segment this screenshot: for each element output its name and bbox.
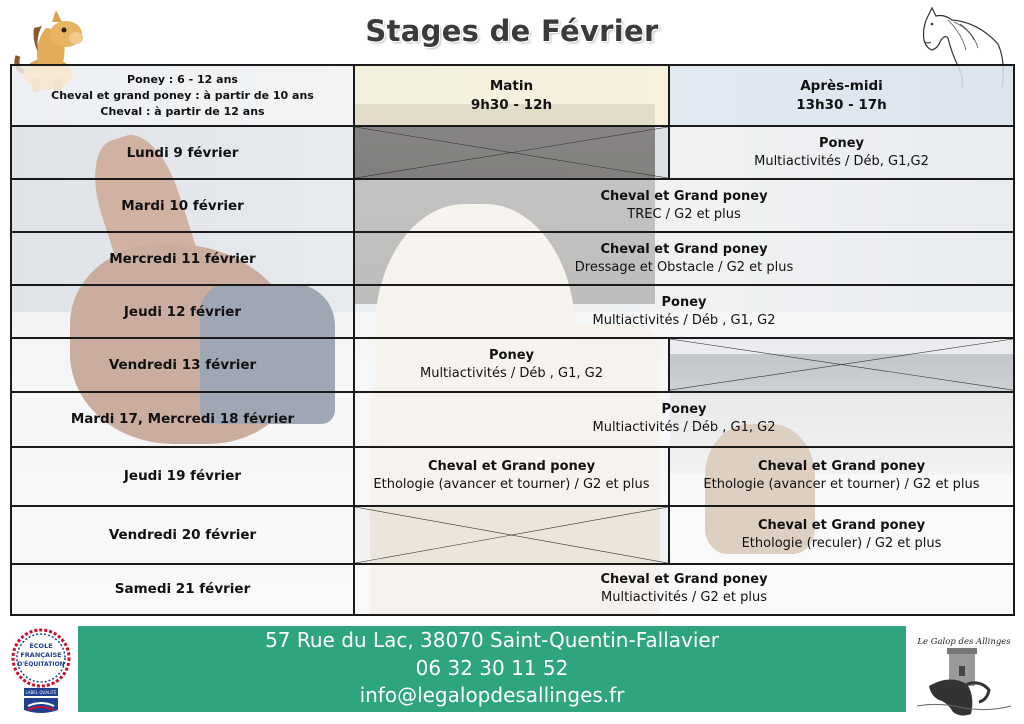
activity-title: Cheval et Grand poney (427, 459, 596, 475)
activity-detail: Multiactivités / G2 et plus (601, 590, 767, 606)
fullday-activity (354, 392, 1014, 447)
cross-out-icon (355, 127, 668, 178)
activity-detail: TREC / G2 et plus (627, 206, 741, 222)
day-cell: Jeudi 19 février (11, 447, 354, 506)
afternoon-hours: 13h30 - 17h (796, 96, 887, 113)
address: 57 Rue du Lac, 38070 Saint-Quentin-Fallavier (265, 628, 719, 652)
ffe-label-logo (6, 626, 76, 718)
club-name: Le Galop des Allinges (917, 637, 1011, 647)
activity-detail: Multiactivités / Déb , G1, G2 (419, 366, 604, 382)
morning-hours: 9h30 - 12h (470, 96, 553, 113)
cross-out-icon (670, 339, 1013, 390)
day-cell: Lundi 9 février (11, 126, 354, 179)
table-row (11, 338, 1014, 391)
activity-title: Cheval et Grand poney (600, 188, 768, 204)
ffe-text: FRANÇAISE (20, 651, 62, 659)
fullday-activity (354, 564, 1014, 615)
activity-detail: Multiactivités / Déb , G1, G2 (592, 312, 776, 328)
empty-slot (354, 506, 669, 564)
fullday-activity (354, 179, 1014, 232)
fullday-activity (354, 285, 1014, 338)
ffe-text: D'ÉQUITATION (17, 661, 65, 668)
activity-title: Poney (818, 135, 864, 151)
legend-line: Poney : 6 - 12 ans (127, 72, 238, 86)
activity-detail: Multiactivités / Déb , G1, G2 (592, 420, 776, 436)
morning-activity (354, 447, 669, 506)
table-row (11, 564, 1014, 615)
activity-detail: Ethologie (avancer et tourner) / G2 et plus (703, 477, 980, 493)
day-cell: Jeudi 12 février (11, 285, 354, 338)
schedule-table (10, 64, 1015, 616)
email-link[interactable]: info@legalopdesallinges.fr (359, 683, 625, 707)
day-cell: Vendredi 20 février (11, 506, 354, 564)
ffe-label-text: LABEL QUALITÉ (25, 690, 57, 695)
day-cell: Samedi 21 février (11, 564, 354, 615)
afternoon-label: Après-midi (800, 77, 883, 94)
afternoon-activity (669, 126, 1014, 179)
activity-title: Poney (661, 294, 707, 310)
legend-line: Cheval et grand poney : à partir de 10 ans (51, 88, 314, 102)
activity-detail: Dressage et Obstacle / G2 et plus (574, 259, 794, 275)
cross-out-icon (355, 507, 668, 563)
activity-detail: Ethologie (avancer et tourner) / G2 et plus (373, 477, 650, 493)
page-title: Stages de Février (365, 14, 659, 48)
day-cell: Vendredi 13 février (11, 338, 354, 391)
contact-footer (78, 626, 906, 712)
club-logo (909, 626, 1019, 722)
morning-activity (354, 338, 669, 391)
morning-header (354, 65, 669, 126)
activity-detail: Multiactivités / Déb, G1,G2 (754, 153, 929, 169)
day-cell: Mercredi 11 février (11, 232, 354, 285)
ffe-text: ÉCOLE (29, 642, 53, 650)
table-header-row (11, 65, 1014, 126)
day-cell: Mardi 17, Mercredi 18 février (11, 392, 354, 447)
legend-line: Cheval : à partir de 12 ans (100, 104, 265, 118)
table-row (11, 179, 1014, 232)
table-row (11, 506, 1014, 564)
activity-title: Cheval et Grand poney (757, 517, 926, 533)
activity-title: Poney (488, 348, 534, 364)
activity-title: Cheval et Grand poney (757, 459, 926, 475)
activity-title: Cheval et Grand poney (600, 241, 768, 257)
activity-title: Cheval et Grand poney (600, 572, 768, 588)
table-row (11, 232, 1014, 285)
afternoon-activity (669, 447, 1014, 506)
empty-slot (354, 126, 669, 179)
table-row (11, 392, 1014, 447)
day-cell: Mardi 10 février (11, 179, 354, 232)
table-row (11, 126, 1014, 179)
fullday-activity (354, 232, 1014, 285)
afternoon-activity (669, 506, 1014, 564)
afternoon-header (669, 65, 1014, 126)
empty-slot (669, 338, 1014, 391)
phone-number[interactable]: 06 32 30 11 52 (415, 656, 569, 680)
age-legend (11, 65, 354, 126)
activity-detail: Ethologie (reculer) / G2 et plus (741, 535, 942, 551)
table-row (11, 285, 1014, 338)
table-row (11, 447, 1014, 506)
activity-title: Poney (661, 402, 707, 418)
morning-label: Matin (489, 77, 534, 94)
